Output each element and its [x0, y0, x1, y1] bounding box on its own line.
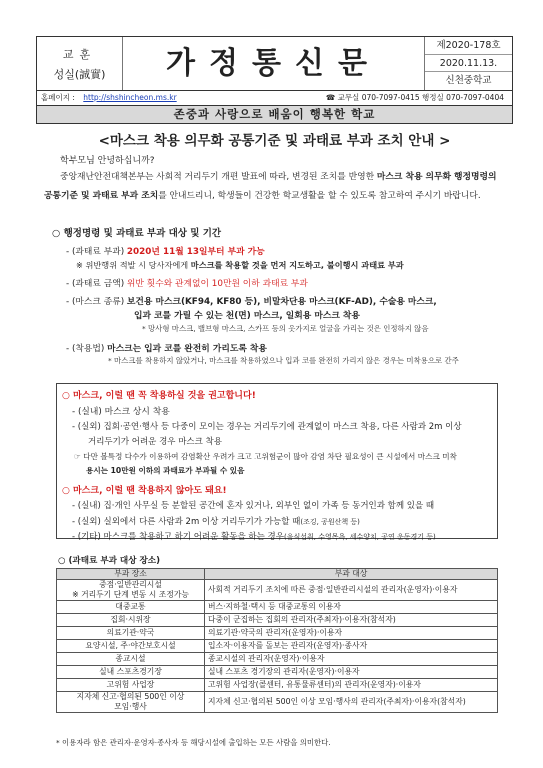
place-cell: 의료기관·약국: [57, 626, 205, 639]
document-number: 제2020-178호: [425, 37, 512, 55]
table-row: [57, 652, 498, 665]
table-row: [57, 678, 498, 691]
wearing-method-text: 마스크는 입과 코를 완전히 가리도록 착용: [107, 344, 267, 354]
fine-amount-label: - (과태료 금액): [66, 279, 127, 289]
table-header-row: [57, 569, 498, 580]
must-wear-outdoor: - (실외) 집회·공연·행사 등 다중이 모이는 경우는 거리두기에 관계없이 마스크 착용, 다른 사람과 2m 이상: [72, 422, 462, 432]
no-need-indoor: - (실내) 집·개인 사무실 등 분할된 공간에 혼자 있거나, 외부인 없이 가족 등 동거인과 함께 있을 때: [72, 501, 435, 511]
place-cell: 요양시설, 주·야간보호시설: [57, 639, 205, 652]
target-cell: 사회적 거리두기 조치에 따른 중점·일반관리시설의 관리자(운영자)·이용자: [205, 579, 498, 600]
target-cell: 실내 스포츠 경기장의 관리자(운영자)·이용자: [205, 665, 498, 678]
homepage-label: 홈페이지 :: [41, 93, 75, 102]
fine-note-text: ※ 위반행위 적발 시 당사자에게: [76, 260, 191, 270]
must-wear-heading: ○ 마스크, 이럴 땐 꼭 착용하실 것을 권고합니다!: [62, 391, 256, 401]
table-row: [57, 579, 498, 600]
fine-amount-text: 위반 횟수와 관계없이 10만원 이하 과태료 부과: [126, 279, 308, 289]
no-need-heading: ○ 마스크, 이럴 땐 착용하지 않아도 돼요!: [62, 486, 227, 496]
place-cell: 종교시설: [57, 652, 205, 665]
notice-title: <마스크 착용 의무화 공통기준 및 과태료 부과 조치 안내 >: [98, 133, 451, 149]
table-row: [57, 665, 498, 678]
school-name: 신천중학교: [445, 75, 492, 87]
greeting: 학부모님 안녕하십니까?: [60, 156, 155, 166]
table-row: [57, 626, 498, 639]
target-cell: 버스·지하철·택시 등 대중교통의 이용자: [205, 600, 498, 613]
fine-amount-item: [66, 276, 308, 289]
mask-type-note: * 망사형 마스크, 밸브형 마스크, 스카프 등의 옷가지로 얼굴을 가리는 것은 인정하지 않음: [142, 324, 429, 333]
no-need-outdoor: [72, 515, 360, 527]
place-cell: 집회·시위장: [57, 613, 205, 626]
fine-start-label: - (과태료 부과): [66, 247, 127, 257]
motto-value: 성실(誠實): [53, 68, 106, 81]
footnote: * 이용자라 함은 관리자·운영자·종사자 등 해당시설에 출입하는 모든 사람을 의미한다.: [56, 738, 331, 747]
fine-places-table: [56, 568, 498, 713]
place-cell: 대중교통: [57, 600, 205, 613]
table-row: [57, 639, 498, 652]
tip-line: [74, 451, 457, 462]
section-heading: ○ 행정명령 및 과태료 부과 대상 및 기간: [52, 228, 222, 239]
fine-start-item: [66, 244, 265, 257]
table-row: [57, 613, 498, 626]
table-row: [57, 600, 498, 613]
fine-start-text: 2020년 11월 13일부터 부과 가능: [126, 247, 265, 257]
no-need-other-example: (음식섭취, 수영목욕, 세수양치, 공연 운동경기 등): [283, 533, 436, 541]
fine-start-note: [76, 260, 404, 271]
mask-type-text-2: 입과 코를 가릴 수 있는 천(면) 마스크, 일회용 마스크 착용: [134, 311, 360, 321]
target-cell: 의료기관·약국의 관리자(운영자)·이용자: [205, 626, 498, 639]
target-cell: 고위험 사업장(콜센터, 유통물류센터)의 관리자(운영자)·이용자: [205, 678, 498, 691]
intro-text: 중앙재난안전대책본부는 사회적 거리두기 개편 발표에 따라, 변경된 조치를 반영한: [60, 172, 377, 182]
no-need-outdoor-example: (조깅, 공원산책 등): [300, 518, 360, 526]
table-heading: ○ (과태료 부과 대상 장소): [58, 556, 161, 566]
wearing-method-label: - (착용법): [66, 344, 108, 354]
document-meta: [425, 37, 512, 90]
contact-bar: [36, 91, 513, 105]
col-place-header: 부과 장소: [57, 569, 205, 580]
motto-label: 교훈: [62, 48, 97, 61]
col-target-header: 부과 대상: [205, 569, 498, 580]
place-cell: 중점·일반관리시설 ※ 거리두기 단계 변동 시 조정가능: [57, 579, 205, 600]
must-wear-indoor: - (실내) 마스크 상시 착용: [72, 407, 170, 417]
must-wear-outdoor-2: 거리두기가 어려운 경우 마스크 착용: [88, 437, 222, 447]
wearing-method-item: [66, 341, 267, 354]
pointing-hand-icon: ☞: [74, 452, 81, 461]
school-motto: [37, 37, 123, 90]
no-need-outdoor-text: - (실외) 실외에서 다른 사람과 2m 이상 거리두기가 가능할 때: [72, 517, 301, 527]
header-box: [36, 36, 513, 91]
mask-type-label: - (마스크 종류): [66, 297, 127, 307]
document-date: 2020.11.13.: [425, 55, 512, 73]
no-need-other-text: - (기타) 마스크를 착용하고 하기 어려운 활동을 하는 경우: [72, 532, 284, 542]
phone-numbers: ☎ 교무실 070-7097-0415 행정실 070-7097-0404: [325, 93, 504, 102]
target-cell: 지자체 신고·협의된 500인 이상 모임·행사의 관리자(주최자)·이용자(참석자): [205, 691, 498, 712]
intro-paragraph: [44, 168, 500, 205]
target-cell: 입소자·이용자를 돌보는 관리자(운영자)·종사자: [205, 639, 498, 652]
target-cell: 다중이 군집하는 집회의 관리자(주최자)·이용자(참석자): [205, 613, 498, 626]
place-cell: 지자체 신고·협의된 500인 이상 모임·행사: [57, 691, 205, 712]
school-slogan: 존중과 사랑으로 배움이 행복한 학교: [36, 105, 513, 124]
table-row: [57, 691, 498, 712]
tip-text-2: 용시는 10만원 이하의 과태료가 부과될 수 있음: [86, 466, 245, 475]
mask-type-text: 보건용 마스크(KF94, KF80 등), 비말차단용 마스크(KF-AD), 수술용 마스크,: [126, 297, 437, 307]
homepage-link[interactable]: http://shshincheon.ms.kr: [83, 93, 177, 102]
intro-bold-text: 마스크 착용 의무화 행정명령의 공통기준 및 과태료 부과 조치: [44, 172, 497, 201]
intro-tail-text: 를 안내드리니, 학생들이 건강한 학교생활을 할 수 있도록 참고하여 주시기 바랍니다.: [158, 190, 481, 201]
newsletter-title: 가정통신문: [123, 37, 425, 90]
no-need-other: [72, 530, 436, 542]
tip-text: 다만 볼특정 다수가 이용하여 감염확산 우려가 크고 고위험군이 많아 감염 차단 필요성이 큰 시설에서 마스크 미착: [83, 452, 457, 461]
fine-note-bold: 마스크를 착용할 것을 먼저 지도하고, 불이행시 과태료 부과: [190, 260, 404, 270]
wearing-method-note: * 마스크를 착용하지 않았거나, 마스크를 착용하였으나 입과 코를 완전히 가리지 않은 경우는 미착용으로 간주: [108, 356, 459, 365]
target-cell: 종교시설의 관리자(운영자)·이용자: [205, 652, 498, 665]
place-cell: 고위험 사업장: [57, 678, 205, 691]
place-cell: 실내 스포츠경기장: [57, 665, 205, 678]
mask-type-item: [66, 294, 437, 307]
